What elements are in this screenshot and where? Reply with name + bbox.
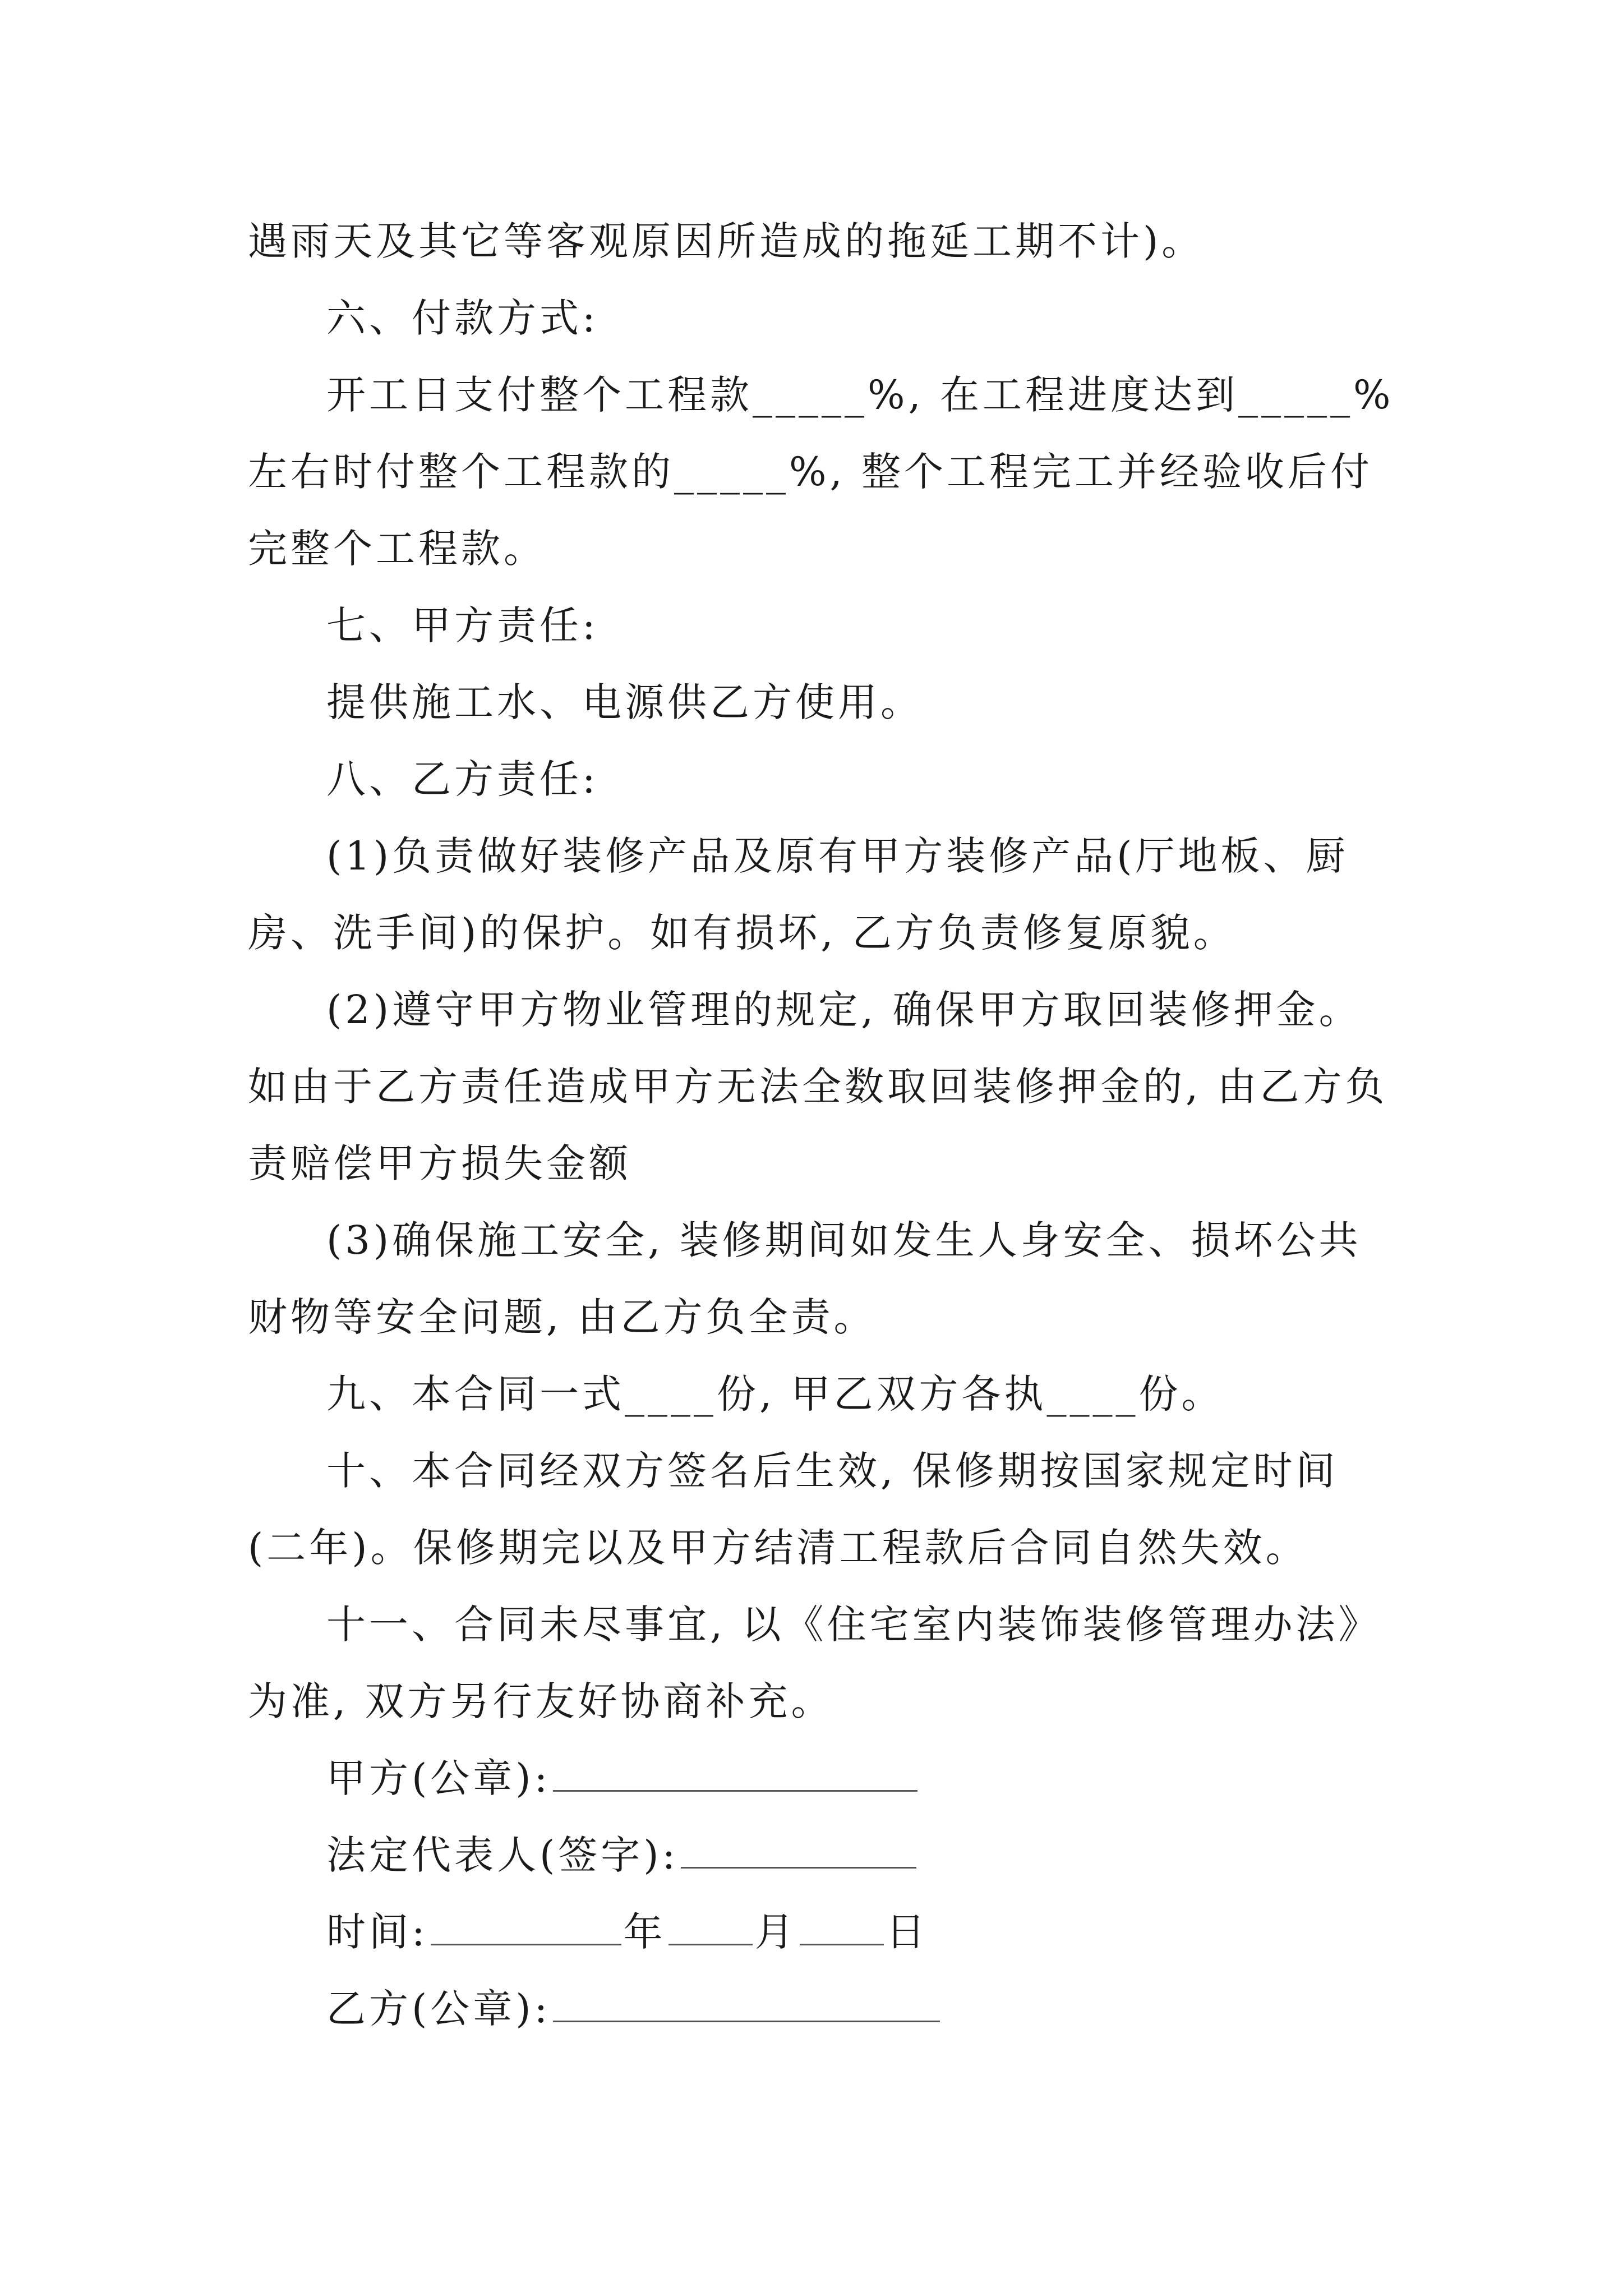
year-blank[interactable]	[431, 1908, 621, 1945]
day-blank[interactable]	[800, 1908, 884, 1945]
paragraph-party-b-duty-1: (1)负责做好装修产品及原有甲方装修产品(厅地板、厨房、洗手间)的保护。如有损坏, 乙方负责修复原貌。	[248, 833, 1349, 956]
paragraph-payment-terms: 开工日支付整个工程款_____%, 在工程进度达到_____%左右时付整个工程款的_____%, 整个工程完工并经验收后付完整个工程款。	[248, 372, 1394, 572]
legal-rep-label: 法定代表人(签字):	[326, 1832, 679, 1878]
signature-legal-rep	[248, 1817, 1399, 1894]
heading-payment-method: 六、付款方式:	[326, 295, 599, 341]
signature-date	[248, 1894, 1399, 1971]
paragraph-continuation: 遇雨天及其它等客观原因所造成的拖延工期不计)。	[248, 218, 1205, 264]
signature-party-b	[248, 1971, 1399, 2047]
paragraph-supplement: 十一、合同未尽事宜, 以《住宅室内装饰装修管理办法》为准, 双方另行友好协商补充。	[248, 1602, 1381, 1724]
paragraph-party-b-duty-3: (3)确保施工安全, 装修期间如发生人身安全、损坏公共财物等安全问题, 由乙方负全责。	[248, 1217, 1362, 1340]
month-blank[interactable]	[668, 1908, 753, 1945]
party-a-label: 甲方(公章):	[326, 1755, 551, 1801]
year-label: 年	[623, 1909, 666, 1955]
paragraph-party-a-duty: 提供施工水、电源供乙方使用。	[326, 679, 923, 725]
paragraph-validity: 十、本合同经双方签名后生效, 保修期按国家规定时间(二年)。保修期完以及甲方结清工程款后合同自然失效。	[248, 1448, 1339, 1571]
day-label: 日	[886, 1909, 929, 1955]
document-body	[248, 203, 1399, 2047]
paragraph-copies: 九、本合同一式____份, 甲乙双方各执____份。	[326, 1371, 1224, 1417]
party-a-seal-line[interactable]	[553, 1755, 917, 1792]
heading-party-a-responsibility: 七、甲方责任:	[326, 602, 599, 648]
legal-rep-signature-line[interactable]	[681, 1832, 916, 1869]
party-b-seal-line[interactable]	[553, 1985, 940, 2022]
signature-party-a	[248, 1740, 1399, 1817]
party-b-label: 乙方(公章):	[326, 1986, 551, 2032]
month-label: 月	[754, 1909, 797, 1955]
paragraph-party-b-duty-2: (2)遵守甲方物业管理的规定, 确保甲方取回装修押金。如由于乙方责任造成甲方无法全数取回装修押金的, 由乙方负责赔偿甲方损失金额	[248, 987, 1388, 1186]
heading-party-b-responsibility: 八、乙方责任:	[326, 756, 599, 802]
time-label: 时间:	[326, 1909, 428, 1955]
